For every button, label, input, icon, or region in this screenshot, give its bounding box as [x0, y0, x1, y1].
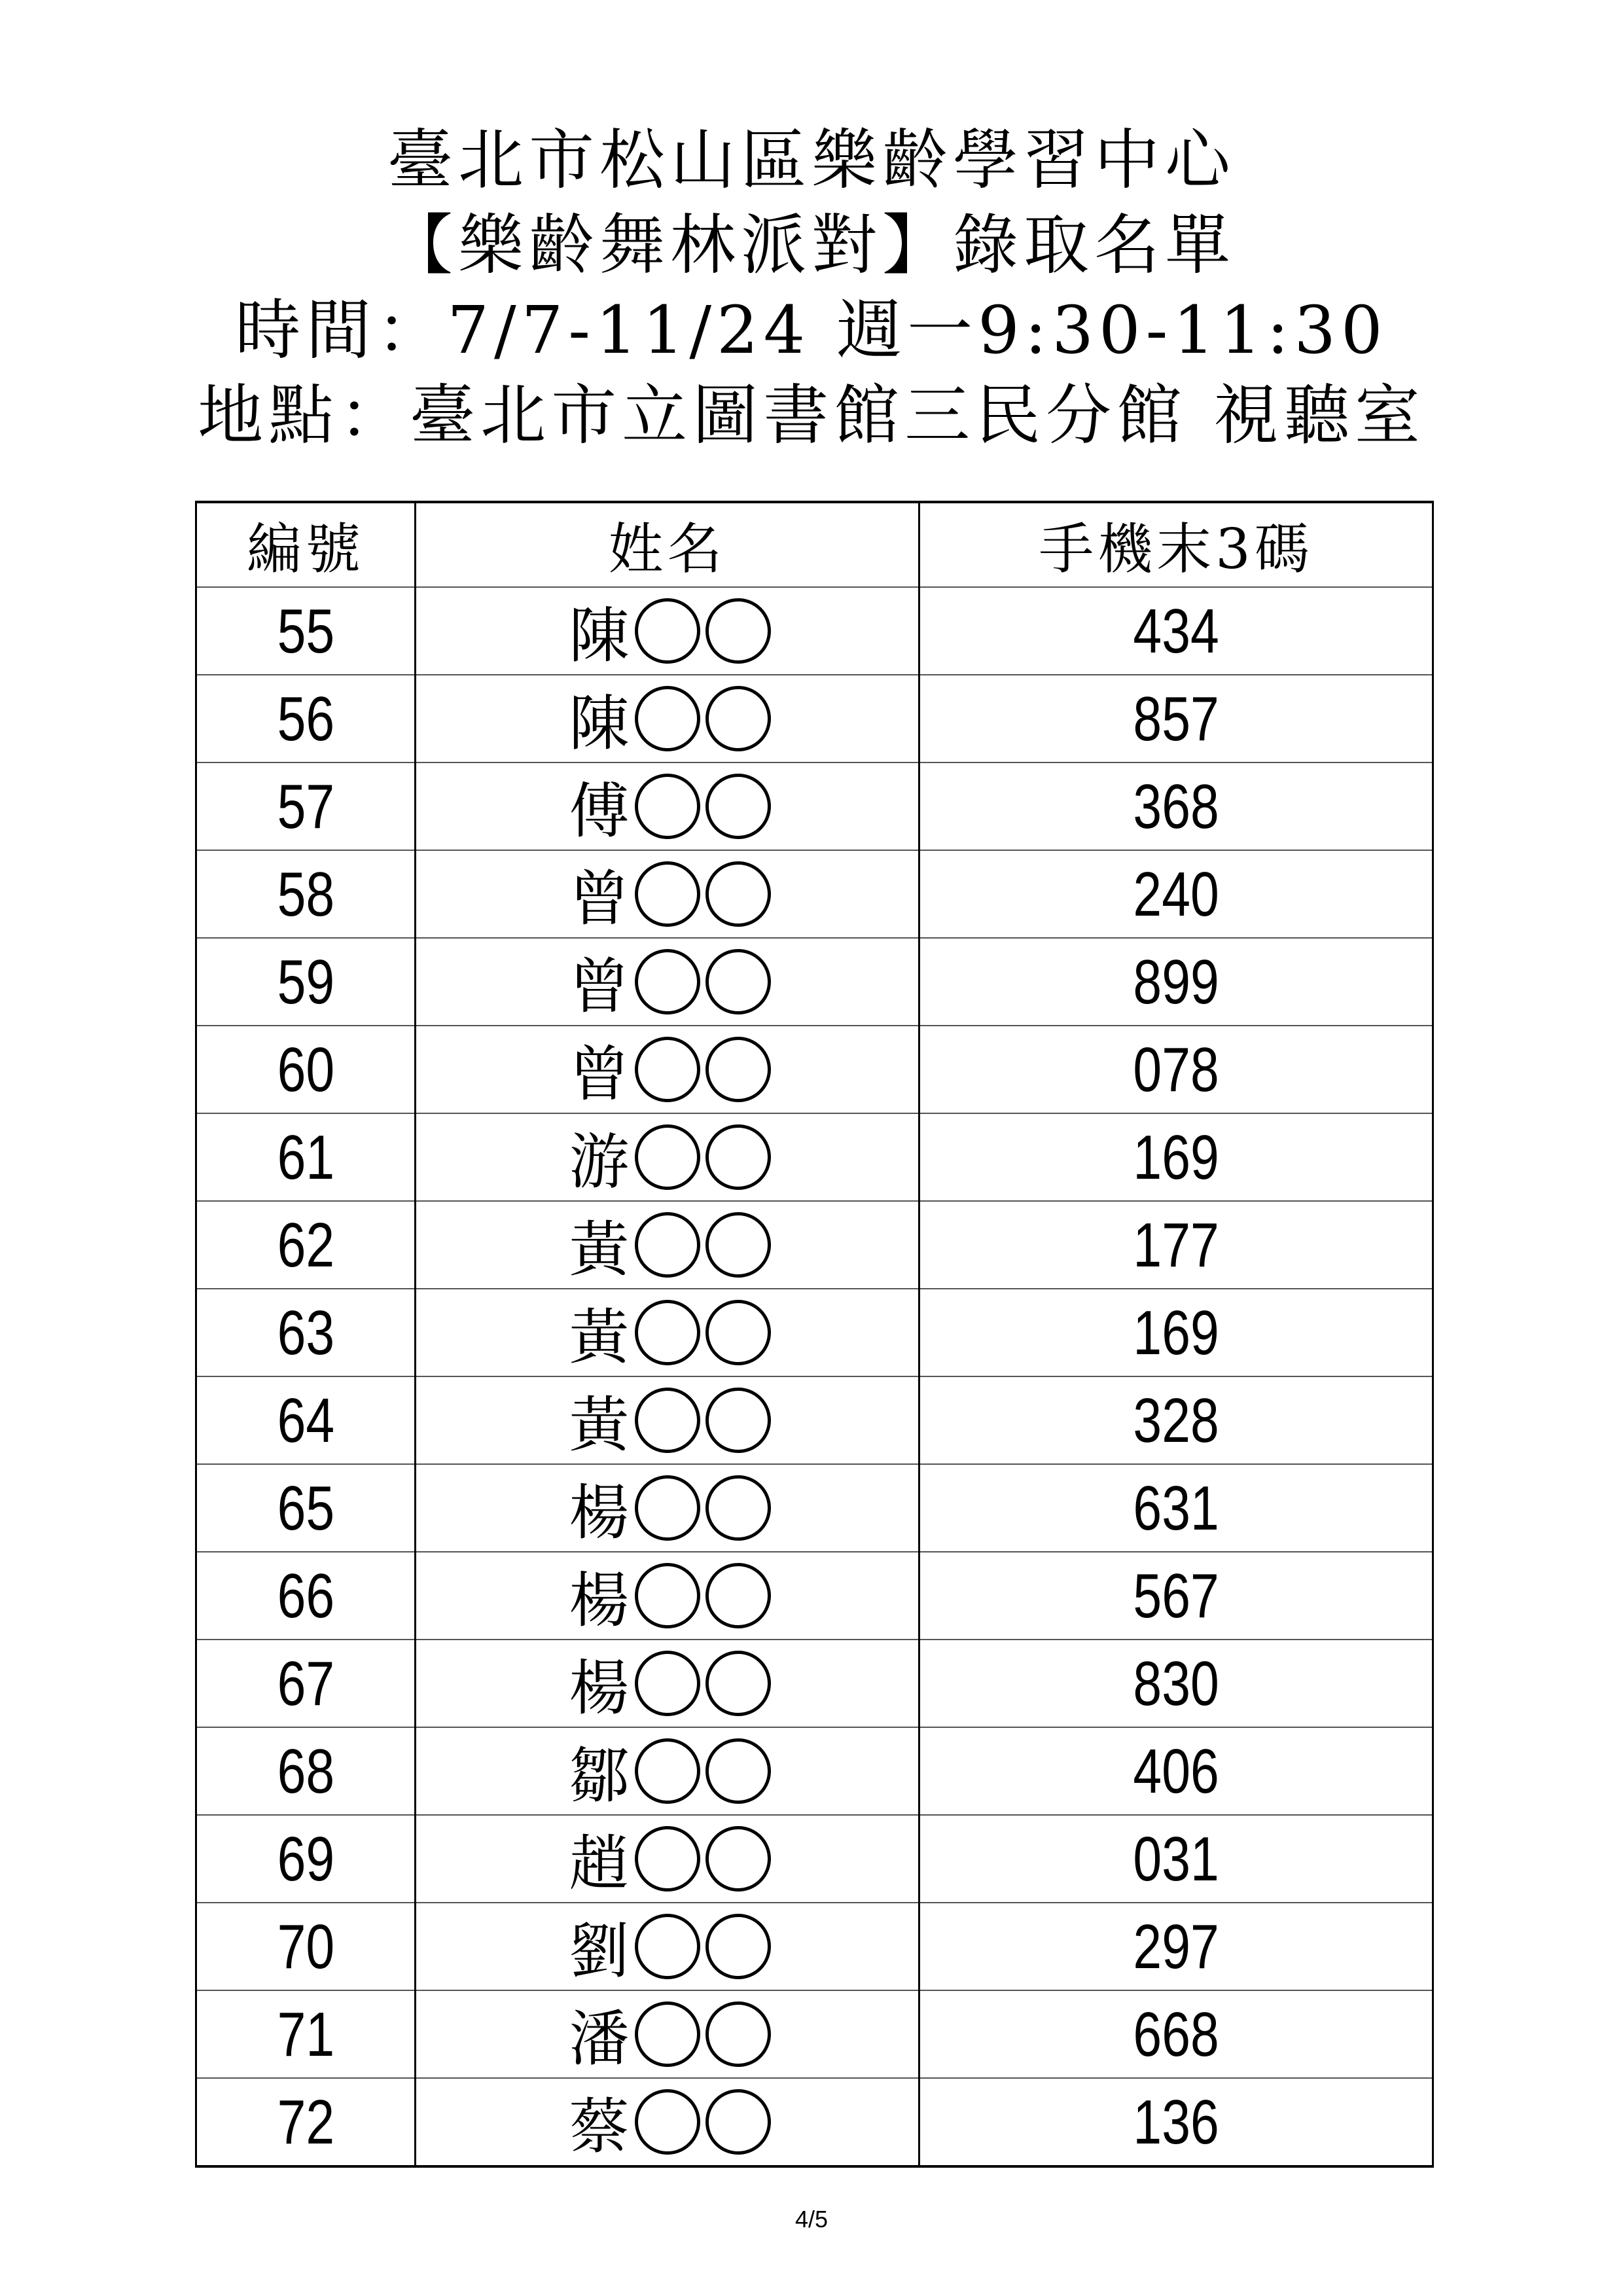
masked-name [564, 1552, 771, 1639]
row-id-cell [196, 1113, 416, 1201]
row-name-cell [416, 587, 919, 675]
row-name-cell [416, 1903, 919, 1990]
admission-list-table [195, 501, 1434, 2168]
surname: 陳 [569, 689, 630, 759]
surname: 游 [569, 1127, 630, 1197]
row-name-cell [416, 1376, 919, 1464]
row-phone-cell [919, 1815, 1433, 1903]
row-name-cell [416, 1815, 919, 1903]
row-name-cell [416, 762, 919, 850]
row-phone-cell [919, 1552, 1433, 1640]
row-phone-cell [919, 675, 1433, 762]
phone-last-digits: 631 [1133, 1473, 1219, 1543]
schedule-line: 時間：7/7-11/24 週一9:30-11:30 [235, 292, 1388, 368]
row-name-cell [416, 2078, 919, 2166]
name-mask-circle [635, 1124, 700, 1190]
masked-name [564, 675, 771, 762]
name-mask-circle [635, 1388, 700, 1453]
surname: 黃 [569, 1390, 630, 1460]
phone-last-digits: 169 [1133, 1298, 1219, 1368]
name-mask-circle [705, 1475, 771, 1541]
name-mask-circle [635, 774, 700, 839]
row-name-cell [416, 1289, 919, 1376]
masked-name [564, 2079, 771, 2165]
name-mask-circle [705, 2089, 771, 2155]
row-id-cell [196, 762, 416, 850]
phone-last-digits: 406 [1133, 1736, 1219, 1806]
masked-name [564, 1026, 771, 1113]
name-mask-circle [635, 1914, 700, 1979]
surname: 黃 [569, 1215, 630, 1285]
surname: 蔡 [569, 2092, 630, 2162]
row-phone-cell [919, 1201, 1433, 1289]
surname: 曾 [569, 864, 630, 934]
document-header [0, 118, 1623, 458]
row-name-cell [416, 675, 919, 762]
name-mask-circle [705, 1563, 771, 1628]
phone-last-digits: 240 [1133, 859, 1219, 929]
row-id-cell [196, 1201, 416, 1289]
row-name-cell [416, 1464, 919, 1552]
row-id-cell [196, 1026, 416, 1113]
phone-last-digits: 567 [1133, 1561, 1219, 1631]
name-mask-circle [635, 1212, 700, 1278]
row-id-cell [196, 1640, 416, 1727]
surname: 楊 [569, 1566, 630, 1636]
row-id: 66 [277, 1561, 334, 1631]
surname: 楊 [569, 1478, 630, 1548]
row-id-cell [196, 675, 416, 762]
name-mask-circle [705, 1914, 771, 1979]
phone-last-digits: 668 [1133, 2000, 1219, 2070]
row-phone-cell [919, 1640, 1433, 1727]
name-mask-circle [635, 1738, 700, 1804]
column-header-name: 姓名 [416, 502, 919, 587]
name-mask-circle [635, 2089, 700, 2155]
table-row [196, 1376, 1433, 1464]
name-mask-circle [635, 1563, 700, 1628]
row-phone-cell [919, 2078, 1433, 2166]
phone-last-digits: 368 [1133, 772, 1219, 842]
table-row [196, 1026, 1433, 1113]
surname: 鄒 [569, 1741, 630, 1811]
masked-name [564, 1114, 771, 1200]
row-id-cell [196, 1990, 416, 2078]
row-id-cell [196, 1376, 416, 1464]
row-id: 70 [277, 1912, 334, 1982]
row-name-cell [416, 938, 919, 1026]
surname: 趙 [569, 1829, 630, 1899]
row-id-cell [196, 1903, 416, 1990]
row-name-cell [416, 1640, 919, 1727]
row-id: 62 [277, 1210, 334, 1280]
phone-last-digits: 177 [1133, 1210, 1219, 1280]
row-name-cell [416, 1727, 919, 1815]
row-phone-cell [919, 1113, 1433, 1201]
name-mask-circle [705, 1212, 771, 1278]
row-id-cell [196, 1727, 416, 1815]
masked-name [564, 939, 771, 1025]
row-phone-cell [919, 1727, 1433, 1815]
masked-name [564, 1640, 771, 1727]
name-mask-circle [635, 949, 700, 1014]
table-row [196, 850, 1433, 938]
name-mask-circle [635, 1475, 700, 1541]
row-name-cell [416, 1552, 919, 1640]
row-id: 64 [277, 1386, 334, 1456]
row-id-cell [196, 1464, 416, 1552]
row-id: 57 [277, 772, 334, 842]
row-id-cell [196, 1552, 416, 1640]
table-row [196, 2078, 1433, 2166]
table-row [196, 1990, 1433, 2078]
row-name-cell [416, 1026, 919, 1113]
list-title: 【樂齡舞林派對】錄取名單 [387, 207, 1236, 283]
phone-last-digits: 857 [1133, 684, 1219, 754]
phone-last-digits: 297 [1133, 1912, 1219, 1982]
row-id: 68 [277, 1736, 334, 1806]
row-phone-cell [919, 1903, 1433, 1990]
name-mask-circle [635, 2001, 700, 2067]
table-row [196, 1903, 1433, 1990]
table-row [196, 1289, 1433, 1376]
row-id: 65 [277, 1473, 334, 1543]
surname: 潘 [569, 2004, 630, 2074]
row-phone-cell [919, 587, 1433, 675]
name-mask-circle [705, 1388, 771, 1453]
surname: 楊 [569, 1653, 630, 1723]
name-mask-circle [635, 598, 700, 664]
name-mask-circle [705, 1037, 771, 1102]
row-phone-cell [919, 938, 1433, 1026]
masked-name [564, 1816, 771, 1902]
masked-name [564, 1991, 771, 2077]
name-mask-circle [705, 686, 771, 751]
name-mask-circle [635, 861, 700, 927]
table-header-row [196, 502, 1433, 587]
name-mask-circle [705, 1124, 771, 1190]
row-id: 55 [277, 596, 334, 666]
masked-name [564, 1202, 771, 1288]
name-mask-circle [705, 774, 771, 839]
masked-name [564, 1377, 771, 1463]
surname: 傅 [569, 776, 630, 846]
surname: 黃 [569, 1302, 630, 1372]
row-id: 61 [277, 1122, 334, 1193]
row-phone-cell [919, 1026, 1433, 1113]
name-mask-circle [635, 686, 700, 751]
row-name-cell [416, 1201, 919, 1289]
page-number: 4/5 [794, 2206, 829, 2233]
name-mask-circle [635, 1826, 700, 1892]
row-id: 56 [277, 684, 334, 754]
name-mask-circle [635, 1300, 700, 1365]
table-row [196, 762, 1433, 850]
row-id: 72 [277, 2087, 334, 2157]
name-mask-circle [705, 1300, 771, 1365]
column-header-id: 編號 [196, 502, 416, 587]
name-mask-circle [705, 1738, 771, 1804]
table-row [196, 587, 1433, 675]
row-id: 69 [277, 1824, 334, 1894]
masked-name [564, 1903, 771, 1990]
phone-last-digits: 078 [1133, 1035, 1219, 1105]
table-row [196, 938, 1433, 1026]
name-mask-circle [705, 598, 771, 664]
phone-last-digits: 031 [1133, 1824, 1219, 1894]
row-id-cell [196, 850, 416, 938]
location-line: 地點：臺北市立圖書館三民分館 視聽室 [198, 377, 1425, 454]
phone-last-digits: 136 [1133, 2087, 1219, 2157]
row-phone-cell [919, 762, 1433, 850]
row-phone-cell [919, 1464, 1433, 1552]
masked-name [564, 1465, 771, 1551]
phone-last-digits: 899 [1133, 947, 1219, 1017]
table-row [196, 675, 1433, 762]
surname: 劉 [569, 1916, 630, 1986]
phone-last-digits: 830 [1133, 1649, 1219, 1719]
row-id: 58 [277, 859, 334, 929]
table-row [196, 1552, 1433, 1640]
row-name-cell [416, 850, 919, 938]
row-name-cell [416, 1990, 919, 2078]
phone-last-digits: 434 [1133, 596, 1219, 666]
table-row [196, 1815, 1433, 1903]
table-row [196, 1201, 1433, 1289]
table-row [196, 1640, 1433, 1727]
name-mask-circle [635, 1037, 700, 1102]
masked-name [564, 1728, 771, 1814]
row-id: 71 [277, 2000, 334, 2070]
row-id-cell [196, 587, 416, 675]
phone-last-digits: 328 [1133, 1386, 1219, 1456]
masked-name [564, 851, 771, 937]
name-mask-circle [705, 949, 771, 1014]
table-row [196, 1727, 1433, 1815]
surname: 曾 [569, 952, 630, 1022]
row-phone-cell [919, 1376, 1433, 1464]
table-body [196, 587, 1433, 2166]
surname: 陳 [569, 601, 630, 671]
row-id: 60 [277, 1035, 334, 1105]
name-mask-circle [635, 1651, 700, 1716]
row-id: 63 [277, 1298, 334, 1368]
row-name-cell [416, 1113, 919, 1201]
row-id-cell [196, 1815, 416, 1903]
column-header-phone: 手機末3碼 [919, 502, 1433, 587]
name-mask-circle [705, 1826, 771, 1892]
row-id: 59 [277, 947, 334, 1017]
row-id-cell [196, 2078, 416, 2166]
phone-last-digits: 169 [1133, 1122, 1219, 1193]
row-id: 67 [277, 1649, 334, 1719]
table-row [196, 1464, 1433, 1552]
table-row [196, 1113, 1433, 1201]
name-mask-circle [705, 861, 771, 927]
row-id-cell [196, 938, 416, 1026]
organization-title: 臺北市松山區樂齡學習中心 [387, 122, 1236, 198]
row-phone-cell [919, 1990, 1433, 2078]
row-phone-cell [919, 850, 1433, 938]
row-phone-cell [919, 1289, 1433, 1376]
masked-name [564, 763, 771, 850]
name-mask-circle [705, 2001, 771, 2067]
name-mask-circle [705, 1651, 771, 1716]
masked-name [564, 588, 771, 674]
masked-name [564, 1289, 771, 1376]
row-id-cell [196, 1289, 416, 1376]
surname: 曾 [569, 1039, 630, 1109]
